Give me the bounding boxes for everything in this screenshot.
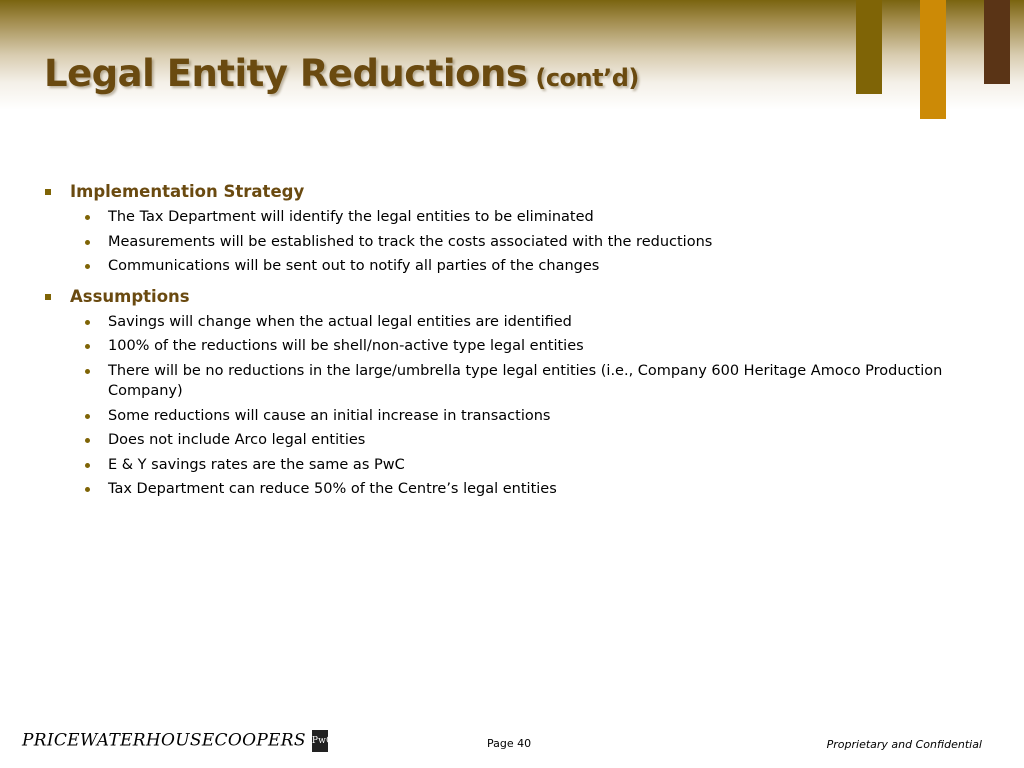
list-item (44, 312, 944, 332)
list-item-text: 100% of the reductions will be shell/non-active type legal entities (108, 338, 584, 355)
pwc-logo (22, 730, 334, 752)
square-bullet-icon (45, 294, 51, 300)
pwc-logo-mark-icon: PwC (312, 730, 328, 752)
list-item (44, 455, 944, 475)
list-item (44, 336, 944, 356)
list-item (44, 232, 944, 252)
section-heading-text: Implementation Strategy (70, 182, 305, 201)
list-item-text: Some reductions will cause an initial increase in transactions (108, 407, 551, 424)
list-item-text: Measurements will be established to track the costs associated with the reductions (108, 233, 713, 250)
round-bullet-icon (85, 438, 90, 443)
decorative-bar-olive (856, 0, 882, 94)
round-bullet-icon (85, 487, 90, 492)
slide-content (44, 180, 944, 504)
section-heading-implementation (44, 180, 944, 204)
round-bullet-icon (85, 463, 90, 468)
page-number: Page 40 (487, 737, 532, 750)
list-item (44, 361, 944, 401)
list-item (44, 406, 944, 426)
list-item-text: The Tax Department will identify the legal entities to be eliminated (108, 209, 594, 225)
round-bullet-icon (85, 369, 90, 374)
round-bullet-icon (85, 215, 90, 220)
round-bullet-icon (85, 414, 90, 419)
decorative-bar-orange (920, 0, 946, 119)
list-item (44, 430, 944, 450)
list-item-text: Tax Department can reduce 50% of the Centre’s legal entities (108, 481, 557, 498)
list-item (44, 479, 944, 499)
round-bullet-icon (85, 240, 90, 245)
round-bullet-icon (85, 264, 90, 269)
round-bullet-icon (85, 344, 90, 349)
section-heading-assumptions (44, 285, 944, 309)
decorative-bar-brown (984, 0, 1010, 84)
list-item-text: Does not include Arco legal entities (108, 432, 366, 449)
square-bullet-icon (45, 189, 51, 195)
pwc-logo-text: PRICEWATERHOUSECOOPERS (22, 730, 306, 751)
list-item-text: Savings will change when the actual legal entities are identified (108, 313, 572, 330)
section-heading-text: Assumptions (70, 286, 190, 306)
slide-title-suffix: (cont’d) (535, 64, 639, 92)
confidentiality-notice: Proprietary and Confidential (826, 738, 982, 751)
list-item (44, 256, 944, 276)
list-item-text: There will be no reductions in the large/umbrella type legal entities (i.e., Company 600 Heritage Amoco Production Company) (108, 362, 943, 399)
list-item (44, 207, 944, 227)
slide-title-main: Legal Entity Reductions (44, 52, 528, 95)
round-bullet-icon (85, 320, 90, 325)
slide-title (44, 52, 639, 95)
list-item-text: E & Y savings rates are the same as PwC (108, 456, 405, 473)
list-item-text: Communications will be sent out to notify all parties of the changes (108, 258, 600, 275)
